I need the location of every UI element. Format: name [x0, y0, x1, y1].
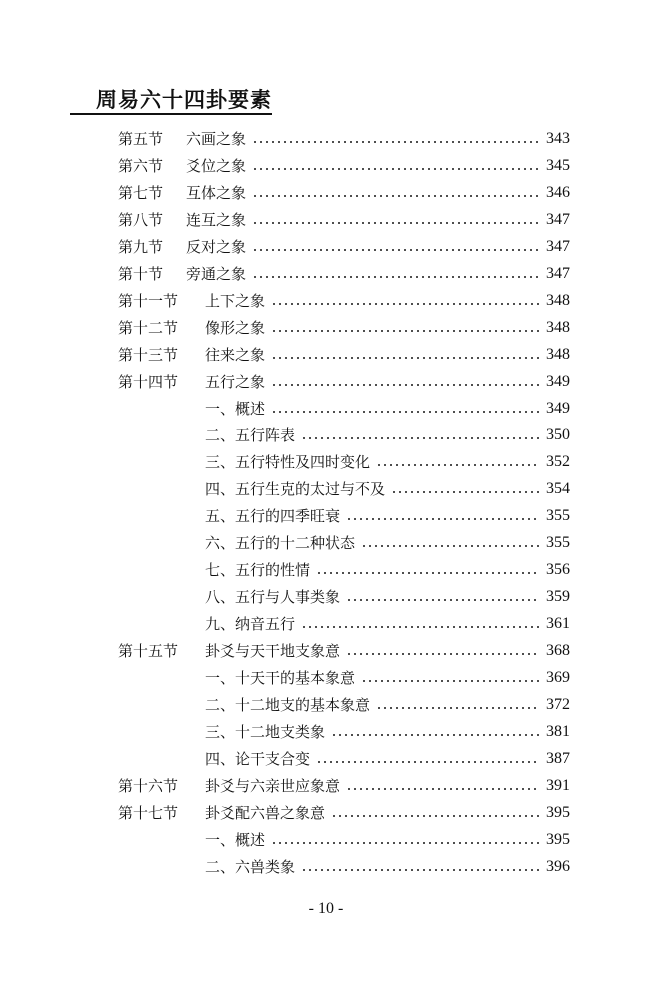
toc-page-number: 356: [546, 561, 570, 579]
toc-entry-line: [205, 800, 570, 826]
toc-entry: [0, 342, 652, 368]
toc-entry-title: 连互之象: [186, 210, 247, 229]
toc-entry-line: [205, 530, 570, 556]
toc-entry: [0, 476, 652, 502]
toc-entry-line: [186, 126, 570, 152]
toc-entry-line: [205, 665, 570, 691]
toc-entry-title: 旁通之象: [186, 264, 247, 283]
toc-entry-title: 卦爻与天干地支象意: [205, 642, 341, 661]
toc-entry: [0, 746, 652, 772]
toc-leader-dots: [361, 680, 540, 682]
toc-entry: [0, 854, 652, 880]
toc-leader-dots: [376, 464, 540, 466]
toc-leader-dots: [301, 626, 540, 628]
toc-entry-title: 一、十天干的基本象意: [205, 669, 356, 687]
toc-entry: [0, 207, 652, 233]
toc-entry: [0, 800, 652, 826]
toc-entry: [0, 827, 652, 853]
toc-entry: [0, 719, 652, 745]
toc-leader-dots: [316, 572, 540, 574]
toc-entry: [0, 530, 652, 556]
toc-entry: [0, 503, 652, 529]
toc-leader-dots: [252, 222, 540, 224]
toc-page-number: 348: [546, 318, 570, 336]
toc-page-number: 355: [546, 507, 570, 525]
toc-page-number: 395: [546, 830, 570, 848]
toc-entry-title: 三、五行特性及四时变化: [205, 453, 371, 472]
toc-entry-title: 六画之象: [186, 130, 247, 148]
toc-entry: [0, 234, 652, 260]
toc-leader-dots: [301, 869, 540, 871]
toc-entry-title: 互体之象: [186, 183, 247, 202]
toc-entry-title: 往来之象: [205, 345, 266, 364]
toc-entry-title: 像形之象: [205, 318, 266, 337]
toc-page-number: 369: [546, 669, 570, 686]
toc-entry-title: 四、五行生克的太过与不及: [205, 480, 386, 499]
toc-page-number: 348: [546, 345, 570, 363]
toc-entry-line: [186, 234, 570, 260]
toc-entry: [0, 611, 652, 637]
toc-entry-title: 七、五行的性情: [205, 561, 311, 580]
toc-entry-title: 爻位之象: [186, 156, 247, 175]
toc-entry: [0, 692, 652, 718]
toc-entry: [0, 773, 652, 799]
toc-leader-dots: [316, 761, 540, 763]
toc-page-number: 381: [546, 722, 570, 740]
toc-leader-dots: [271, 411, 540, 413]
toc-entry-line: [186, 261, 570, 287]
toc-entry: [0, 638, 652, 664]
toc-page-number: 347: [546, 237, 570, 255]
toc-section-number: 第十节: [118, 264, 164, 283]
toc-page-number: 396: [546, 857, 570, 875]
toc-leader-dots: [271, 842, 540, 844]
toc-leader-dots: [361, 545, 540, 547]
toc-entry-line: [205, 315, 570, 341]
toc-entry-line: [205, 288, 570, 314]
toc-entry: [0, 422, 652, 448]
toc-entry-line: [205, 503, 570, 529]
toc-page-number: 343: [546, 130, 570, 147]
toc-entry: [0, 153, 652, 179]
toc-page-number: 387: [546, 749, 570, 767]
toc-section-number: 第八节: [118, 210, 164, 229]
toc-leader-dots: [252, 249, 540, 251]
toc-leader-dots: [331, 734, 540, 736]
toc-section-number: 第十六节: [118, 776, 179, 795]
toc-entry-title: 二、十二地支的基本象意: [205, 695, 371, 714]
toc-entry: [0, 180, 652, 206]
toc-page-number: 349: [546, 372, 570, 390]
toc-leader-dots: [301, 437, 540, 439]
toc-section-number: 第六节: [118, 156, 164, 175]
toc-entry-title: 反对之象: [186, 237, 247, 256]
toc-entry-line: [205, 692, 570, 718]
toc-section-number: 第十一节: [118, 291, 179, 310]
toc-entry-title: 一、概述: [205, 399, 266, 418]
toc-section-number: 第五节: [118, 130, 164, 148]
toc-page-number: 391: [546, 776, 570, 794]
toc-entry: [0, 557, 652, 583]
toc-page-number: 352: [546, 453, 570, 471]
toc-page-number: 347: [546, 264, 570, 282]
toc-entry: [0, 261, 652, 287]
toc-leader-dots: [252, 168, 540, 170]
toc-entry: [0, 126, 652, 152]
toc-leader-dots: [271, 303, 540, 305]
toc-leader-dots: [346, 599, 540, 601]
toc-leader-dots: [271, 330, 540, 332]
toc-entry: [0, 584, 652, 610]
toc-entry-title: 二、六兽类象: [205, 857, 296, 876]
toc-entry-line: [205, 557, 570, 583]
toc-leader-dots: [391, 491, 540, 493]
toc-entry-title: 四、论干支合变: [205, 749, 311, 768]
toc-entry-line: [205, 638, 570, 664]
toc-entry-title: 八、五行与人事类象: [205, 588, 341, 607]
toc-page-number: 350: [546, 426, 570, 444]
toc-entry-title: 三、十二地支类象: [205, 722, 326, 741]
toc-entry-line: [205, 369, 570, 395]
toc-entry-line: [205, 854, 570, 880]
toc-entry: [0, 369, 652, 395]
toc-entry-title: 五、五行的四季旺衰: [205, 507, 341, 526]
toc-page-number: 355: [546, 534, 570, 552]
toc-leader-dots: [346, 653, 540, 655]
toc-entry-line: [205, 584, 570, 610]
toc-leader-dots: [252, 195, 540, 197]
toc-entry-title: 一、概述: [205, 830, 266, 849]
toc-page-number: 346: [546, 183, 570, 201]
toc-entry-line: [205, 342, 570, 368]
toc-leader-dots: [346, 788, 540, 790]
toc-page-number: 354: [546, 480, 570, 498]
toc-leader-dots: [252, 141, 540, 143]
toc-leader-dots: [346, 518, 540, 520]
toc-entry-title: 二、五行阵表: [205, 426, 296, 445]
toc-leader-dots: [271, 357, 540, 359]
toc-entry-line: [205, 449, 570, 475]
header-rule: [70, 113, 272, 115]
toc-entry-line: [205, 827, 570, 853]
toc-entry-line: [205, 476, 570, 502]
toc-entry: [0, 449, 652, 475]
running-head-title: 周易六十四卦要素: [96, 88, 272, 112]
toc-section-number: 第七节: [118, 183, 164, 202]
toc-entry-line: [186, 207, 570, 233]
toc-section-number: 第九节: [118, 237, 164, 256]
toc-entry-line: [205, 396, 570, 422]
toc-entry-line: [205, 611, 570, 637]
toc-page-number: 368: [546, 642, 570, 660]
toc-entry-title: 五行之象: [205, 372, 266, 391]
toc-entry-line: [205, 773, 570, 799]
toc-section-number: 第十四节: [118, 372, 179, 391]
toc-entry: [0, 665, 652, 691]
toc-leader-dots: [271, 384, 540, 386]
toc-section-number: 第十三节: [118, 345, 179, 364]
toc-page-number: 345: [546, 156, 570, 174]
toc-entry: [0, 396, 652, 422]
toc-entry-title: 上下之象: [205, 291, 266, 310]
toc-page-number: 347: [546, 210, 570, 228]
toc-entry: [0, 288, 652, 314]
page-number: - 10 -: [308, 900, 344, 917]
toc-entry-line: [186, 180, 570, 206]
toc-page-number: 349: [546, 399, 570, 417]
toc-page-number: 372: [546, 695, 570, 713]
toc-leader-dots: [376, 707, 540, 709]
toc-page-number: 359: [546, 588, 570, 606]
toc-page-number: 361: [546, 615, 570, 633]
toc-page-number: 395: [546, 803, 570, 821]
toc-entry-title: 卦爻配六兽之象意: [205, 803, 326, 822]
toc-section-number: 第十五节: [118, 642, 179, 661]
toc-leader-dots: [331, 815, 540, 817]
toc-leader-dots: [252, 276, 540, 278]
toc-page-number: 348: [546, 291, 570, 309]
toc-entry-line: [205, 719, 570, 745]
toc-entry-title: 六、五行的十二种状态: [205, 534, 356, 553]
toc-entry-line: [186, 153, 570, 179]
toc-entry-title: 九、纳音五行: [205, 615, 296, 634]
toc-entry-line: [205, 746, 570, 772]
toc-entry-line: [205, 422, 570, 448]
toc-section-number: 第十二节: [118, 318, 179, 337]
toc-entry-title: 卦爻与六亲世应象意: [205, 776, 341, 795]
toc-section-number: 第十七节: [118, 803, 179, 822]
toc-entry: [0, 315, 652, 341]
